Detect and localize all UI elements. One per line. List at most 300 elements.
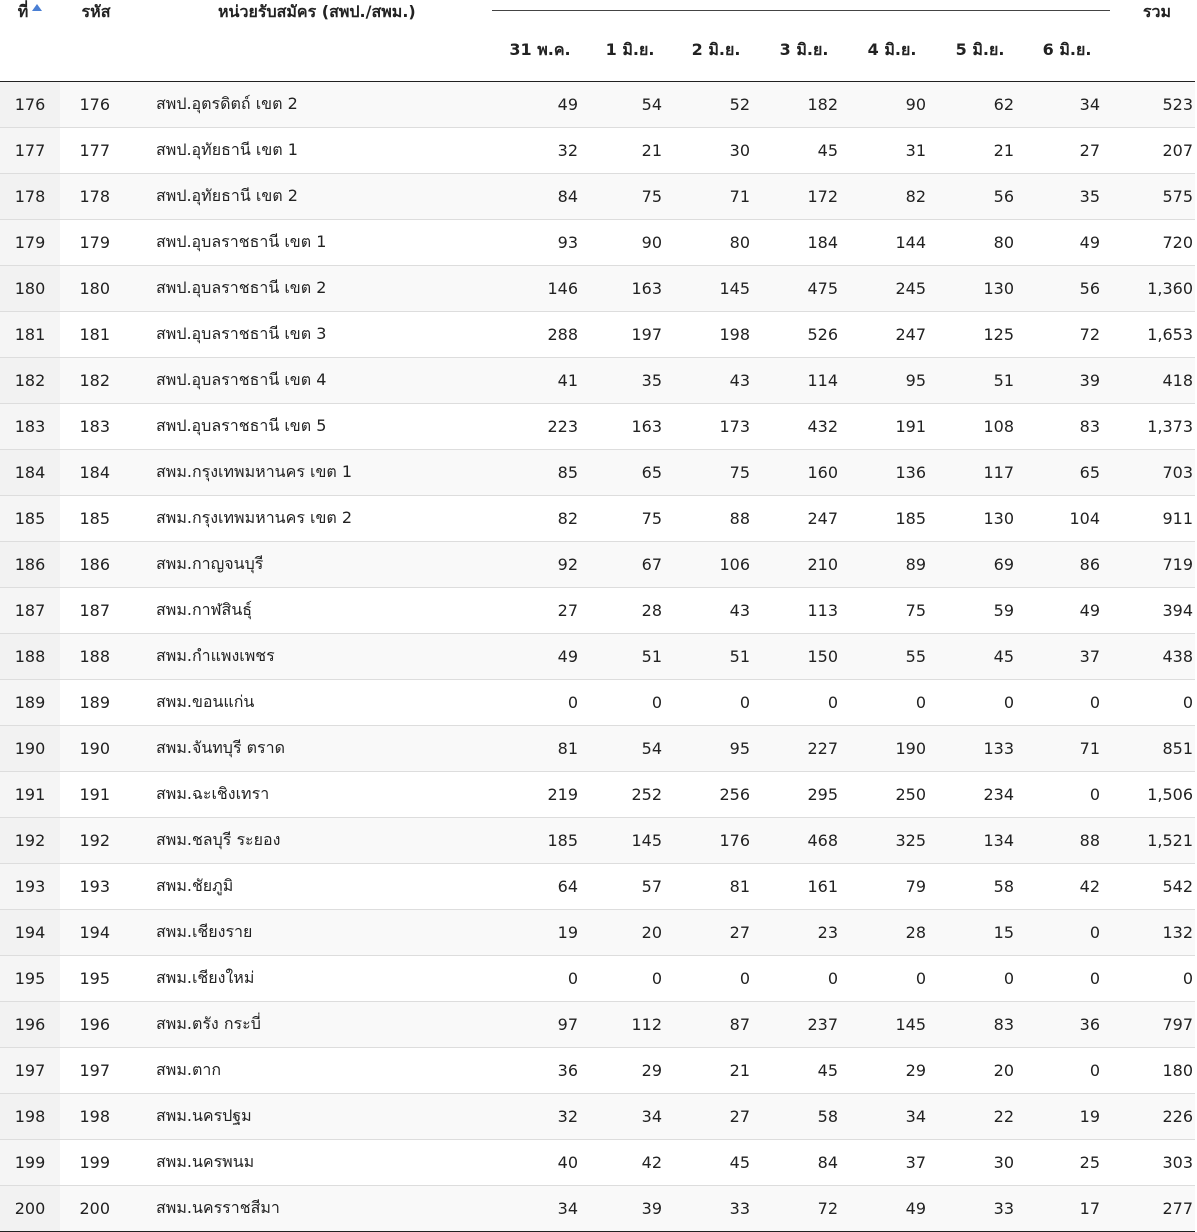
cell-date-4: 79 <box>848 864 936 910</box>
cell-date-2: 173 <box>672 404 760 450</box>
cell-code: 195 <box>60 956 132 1002</box>
cell-date-4: 29 <box>848 1048 936 1094</box>
cell-date-0: 34 <box>492 1186 588 1232</box>
cell-date-0: 49 <box>492 82 588 128</box>
cell-code: 176 <box>60 82 132 128</box>
table-row <box>0 266 1195 312</box>
table-row <box>0 910 1195 956</box>
cell-code: 183 <box>60 404 132 450</box>
cell-index: 182 <box>0 358 60 404</box>
table-row <box>0 1048 1195 1094</box>
cell-date-4: 34 <box>848 1094 936 1140</box>
cell-date-2: 45 <box>672 1140 760 1186</box>
cell-code: 184 <box>60 450 132 496</box>
cell-date-1: 163 <box>588 266 672 312</box>
cell-date-3: 58 <box>760 1094 848 1140</box>
cell-date-2: 52 <box>672 82 760 128</box>
cell-date-0: 36 <box>492 1048 588 1094</box>
cell-date-1: 51 <box>588 634 672 680</box>
cell-date-6: 72 <box>1024 312 1110 358</box>
cell-code: 177 <box>60 128 132 174</box>
cell-date-6: 34 <box>1024 82 1110 128</box>
cell-date-2: 88 <box>672 496 760 542</box>
cell-date-0: 32 <box>492 1094 588 1140</box>
cell-date-1: 67 <box>588 542 672 588</box>
cell-date-6: 71 <box>1024 726 1110 772</box>
cell-date-1: 75 <box>588 174 672 220</box>
cell-unit-name: สพป.อุตรดิตถ์ เขต 2 <box>132 82 492 128</box>
cell-unit-name: สพม.กรุงเทพมหานคร เขต 1 <box>132 450 492 496</box>
cell-date-3: 468 <box>760 818 848 864</box>
cell-date-2: 51 <box>672 634 760 680</box>
cell-date-4: 55 <box>848 634 936 680</box>
cell-unit-name: สพม.เชียงราย <box>132 910 492 956</box>
cell-unit-name: สพม.กำแพงเพชร <box>132 634 492 680</box>
cell-date-1: 112 <box>588 1002 672 1048</box>
cell-index: 183 <box>0 404 60 450</box>
cell-index: 178 <box>0 174 60 220</box>
cell-date-2: 106 <box>672 542 760 588</box>
cell-total: 1,506 <box>1110 772 1195 818</box>
cell-unit-name: สพป.อุทัยธานี เขต 1 <box>132 128 492 174</box>
cell-date-1: 29 <box>588 1048 672 1094</box>
cell-total: 418 <box>1110 358 1195 404</box>
cell-date-1: 57 <box>588 864 672 910</box>
table-row <box>0 1094 1195 1140</box>
cell-date-1: 252 <box>588 772 672 818</box>
cell-code: 192 <box>60 818 132 864</box>
table-body <box>0 82 1195 1232</box>
cell-date-4: 190 <box>848 726 936 772</box>
cell-index: 181 <box>0 312 60 358</box>
cell-date-5: 21 <box>936 128 1024 174</box>
cell-unit-name: สพม.ชัยภูมิ <box>132 864 492 910</box>
column-header-total-label: รวม <box>1142 2 1171 21</box>
cell-date-1: 54 <box>588 82 672 128</box>
cell-date-0: 146 <box>492 266 588 312</box>
cell-index: 191 <box>0 772 60 818</box>
cell-code: 188 <box>60 634 132 680</box>
cell-code: 178 <box>60 174 132 220</box>
cell-index: 196 <box>0 1002 60 1048</box>
column-header-index[interactable] <box>0 0 60 82</box>
cell-date-4: 250 <box>848 772 936 818</box>
cell-date-2: 145 <box>672 266 760 312</box>
cell-unit-name: สพม.เชียงใหม่ <box>132 956 492 1002</box>
cell-date-6: 0 <box>1024 680 1110 726</box>
cell-date-2: 80 <box>672 220 760 266</box>
cell-date-2: 95 <box>672 726 760 772</box>
cell-date-0: 41 <box>492 358 588 404</box>
cell-date-2: 30 <box>672 128 760 174</box>
table-row <box>0 358 1195 404</box>
cell-date-1: 90 <box>588 220 672 266</box>
cell-code: 200 <box>60 1186 132 1232</box>
column-header-date-label: 1 มิ.ย. <box>605 40 655 59</box>
column-header-date-0[interactable] <box>492 24 588 82</box>
table-row <box>0 220 1195 266</box>
cell-date-6: 36 <box>1024 1002 1110 1048</box>
cell-code: 180 <box>60 266 132 312</box>
cell-code: 194 <box>60 910 132 956</box>
cell-date-4: 82 <box>848 174 936 220</box>
cell-date-2: 198 <box>672 312 760 358</box>
cell-date-5: 234 <box>936 772 1024 818</box>
cell-date-2: 71 <box>672 174 760 220</box>
table-row <box>0 496 1195 542</box>
cell-unit-name: สพม.นครราชสีมา <box>132 1186 492 1232</box>
cell-date-3: 475 <box>760 266 848 312</box>
cell-unit-name: สพป.อุบลราชธานี เขต 1 <box>132 220 492 266</box>
cell-date-4: 75 <box>848 588 936 634</box>
cell-date-6: 49 <box>1024 220 1110 266</box>
cell-unit-name: สพม.ตรัง กระบี่ <box>132 1002 492 1048</box>
table-row <box>0 726 1195 772</box>
column-header-code-label: รหัส <box>81 2 111 21</box>
column-header-date-label: 6 มิ.ย. <box>1042 40 1092 59</box>
table-row <box>0 450 1195 496</box>
column-header-date-2[interactable] <box>672 24 760 82</box>
cell-code: 193 <box>60 864 132 910</box>
cell-date-0: 40 <box>492 1140 588 1186</box>
cell-total: 1,521 <box>1110 818 1195 864</box>
cell-total: 720 <box>1110 220 1195 266</box>
table-row <box>0 1140 1195 1186</box>
cell-date-4: 90 <box>848 82 936 128</box>
cell-date-3: 210 <box>760 542 848 588</box>
cell-date-5: 33 <box>936 1186 1024 1232</box>
cell-total: 207 <box>1110 128 1195 174</box>
cell-total: 0 <box>1110 956 1195 1002</box>
cell-date-6: 35 <box>1024 174 1110 220</box>
cell-date-2: 27 <box>672 1094 760 1140</box>
column-header-date-label: 2 มิ.ย. <box>691 40 741 59</box>
cell-total: 1,653 <box>1110 312 1195 358</box>
cell-date-2: 81 <box>672 864 760 910</box>
cell-date-0: 185 <box>492 818 588 864</box>
table-row <box>0 588 1195 634</box>
column-header-date-1[interactable] <box>588 24 672 82</box>
column-header-date-label: 4 มิ.ย. <box>867 40 917 59</box>
cell-date-3: 113 <box>760 588 848 634</box>
cell-date-2: 256 <box>672 772 760 818</box>
sort-up-icon[interactable] <box>32 4 42 11</box>
cell-date-6: 56 <box>1024 266 1110 312</box>
cell-date-5: 62 <box>936 82 1024 128</box>
cell-date-5: 133 <box>936 726 1024 772</box>
cell-unit-name: สพม.กรุงเทพมหานคร เขต 2 <box>132 496 492 542</box>
cell-date-2: 43 <box>672 358 760 404</box>
cell-date-1: 0 <box>588 680 672 726</box>
cell-index: 193 <box>0 864 60 910</box>
cell-date-5: 125 <box>936 312 1024 358</box>
cell-date-5: 80 <box>936 220 1024 266</box>
cell-code: 185 <box>60 496 132 542</box>
cell-date-3: 114 <box>760 358 848 404</box>
cell-total: 226 <box>1110 1094 1195 1140</box>
cell-date-6: 88 <box>1024 818 1110 864</box>
cell-date-6: 0 <box>1024 910 1110 956</box>
cell-date-6: 83 <box>1024 404 1110 450</box>
cell-date-3: 72 <box>760 1186 848 1232</box>
cell-unit-name: สพป.อุบลราชธานี เขต 5 <box>132 404 492 450</box>
cell-date-4: 95 <box>848 358 936 404</box>
cell-date-4: 144 <box>848 220 936 266</box>
cell-date-3: 45 <box>760 128 848 174</box>
table-row <box>0 1002 1195 1048</box>
cell-date-6: 65 <box>1024 450 1110 496</box>
cell-unit-name: สพม.กาญจนบุรี <box>132 542 492 588</box>
cell-date-3: 526 <box>760 312 848 358</box>
cell-total: 438 <box>1110 634 1195 680</box>
cell-date-2: 176 <box>672 818 760 864</box>
table-row <box>0 680 1195 726</box>
cell-date-3: 160 <box>760 450 848 496</box>
cell-date-1: 20 <box>588 910 672 956</box>
cell-index: 199 <box>0 1140 60 1186</box>
cell-code: 189 <box>60 680 132 726</box>
cell-date-3: 295 <box>760 772 848 818</box>
cell-total: 523 <box>1110 82 1195 128</box>
table-row <box>0 1186 1195 1232</box>
cell-date-4: 245 <box>848 266 936 312</box>
cell-date-3: 161 <box>760 864 848 910</box>
cell-date-1: 75 <box>588 496 672 542</box>
cell-index: 185 <box>0 496 60 542</box>
cell-index: 197 <box>0 1048 60 1094</box>
cell-date-5: 117 <box>936 450 1024 496</box>
cell-date-0: 19 <box>492 910 588 956</box>
cell-date-6: 0 <box>1024 772 1110 818</box>
column-header-date-4[interactable] <box>848 24 936 82</box>
cell-total: 719 <box>1110 542 1195 588</box>
cell-date-2: 27 <box>672 910 760 956</box>
cell-code: 182 <box>60 358 132 404</box>
cell-date-5: 0 <box>936 680 1024 726</box>
cell-date-1: 0 <box>588 956 672 1002</box>
cell-unit-name: สพป.อุบลราชธานี เขต 4 <box>132 358 492 404</box>
cell-date-2: 0 <box>672 680 760 726</box>
cell-total: 1,373 <box>1110 404 1195 450</box>
cell-date-5: 15 <box>936 910 1024 956</box>
cell-date-5: 45 <box>936 634 1024 680</box>
cell-date-4: 247 <box>848 312 936 358</box>
cell-date-2: 21 <box>672 1048 760 1094</box>
cell-index: 198 <box>0 1094 60 1140</box>
table-row <box>0 634 1195 680</box>
cell-date-1: 163 <box>588 404 672 450</box>
cell-index: 176 <box>0 82 60 128</box>
cell-date-6: 104 <box>1024 496 1110 542</box>
cell-date-5: 130 <box>936 496 1024 542</box>
cell-date-5: 20 <box>936 1048 1024 1094</box>
column-header-date-6[interactable] <box>1024 24 1110 82</box>
cell-index: 188 <box>0 634 60 680</box>
cell-date-0: 84 <box>492 174 588 220</box>
cell-date-0: 223 <box>492 404 588 450</box>
cell-index: 194 <box>0 910 60 956</box>
cell-date-0: 0 <box>492 680 588 726</box>
cell-code: 199 <box>60 1140 132 1186</box>
cell-index: 190 <box>0 726 60 772</box>
column-header-date-label: 3 มิ.ย. <box>779 40 829 59</box>
cell-date-0: 82 <box>492 496 588 542</box>
cell-index: 189 <box>0 680 60 726</box>
cell-date-6: 49 <box>1024 588 1110 634</box>
cell-date-3: 184 <box>760 220 848 266</box>
table-row <box>0 864 1195 910</box>
cell-date-1: 197 <box>588 312 672 358</box>
column-header-date-3[interactable] <box>760 24 848 82</box>
table-row <box>0 128 1195 174</box>
cell-code: 179 <box>60 220 132 266</box>
table-row <box>0 404 1195 450</box>
cell-date-5: 108 <box>936 404 1024 450</box>
cell-date-0: 81 <box>492 726 588 772</box>
cell-date-1: 28 <box>588 588 672 634</box>
cell-date-4: 28 <box>848 910 936 956</box>
cell-index: 180 <box>0 266 60 312</box>
cell-date-1: 35 <box>588 358 672 404</box>
cell-date-3: 237 <box>760 1002 848 1048</box>
cell-index: 195 <box>0 956 60 1002</box>
cell-date-0: 64 <box>492 864 588 910</box>
cell-date-4: 89 <box>848 542 936 588</box>
cell-unit-name: สพม.ตาก <box>132 1048 492 1094</box>
cell-date-6: 37 <box>1024 634 1110 680</box>
cell-date-3: 84 <box>760 1140 848 1186</box>
cell-date-0: 0 <box>492 956 588 1002</box>
cell-unit-name: สพป.อุบลราชธานี เขต 3 <box>132 312 492 358</box>
cell-total: 542 <box>1110 864 1195 910</box>
cell-date-6: 42 <box>1024 864 1110 910</box>
cell-index: 179 <box>0 220 60 266</box>
cell-date-5: 30 <box>936 1140 1024 1186</box>
cell-total: 277 <box>1110 1186 1195 1232</box>
cell-date-5: 22 <box>936 1094 1024 1140</box>
cell-code: 196 <box>60 1002 132 1048</box>
cell-date-0: 92 <box>492 542 588 588</box>
table-row <box>0 772 1195 818</box>
cell-date-0: 219 <box>492 772 588 818</box>
cell-unit-name: สพม.ขอนแก่น <box>132 680 492 726</box>
cell-date-1: 54 <box>588 726 672 772</box>
cell-date-6: 17 <box>1024 1186 1110 1232</box>
cell-date-1: 34 <box>588 1094 672 1140</box>
cell-date-0: 288 <box>492 312 588 358</box>
cell-date-0: 97 <box>492 1002 588 1048</box>
cell-date-4: 325 <box>848 818 936 864</box>
cell-date-2: 75 <box>672 450 760 496</box>
cell-date-4: 37 <box>848 1140 936 1186</box>
table-row <box>0 956 1195 1002</box>
cell-unit-name: สพม.ฉะเชิงเทรา <box>132 772 492 818</box>
cell-date-4: 145 <box>848 1002 936 1048</box>
cell-date-0: 49 <box>492 634 588 680</box>
cell-date-5: 58 <box>936 864 1024 910</box>
cell-unit-name: สพม.กาฬสินธุ์ <box>132 588 492 634</box>
cell-code: 191 <box>60 772 132 818</box>
cell-date-6: 39 <box>1024 358 1110 404</box>
cell-total: 303 <box>1110 1140 1195 1186</box>
column-header-code[interactable] <box>60 0 132 82</box>
cell-total: 703 <box>1110 450 1195 496</box>
cell-date-0: 85 <box>492 450 588 496</box>
cell-date-6: 25 <box>1024 1140 1110 1186</box>
table-row <box>0 174 1195 220</box>
cell-date-3: 0 <box>760 680 848 726</box>
cell-date-2: 43 <box>672 588 760 634</box>
cell-date-5: 0 <box>936 956 1024 1002</box>
date-group-header <box>492 0 1110 24</box>
cell-date-1: 42 <box>588 1140 672 1186</box>
cell-total: 180 <box>1110 1048 1195 1094</box>
cell-date-4: 0 <box>848 956 936 1002</box>
cell-date-3: 182 <box>760 82 848 128</box>
column-header-date-label: 5 มิ.ย. <box>955 40 1005 59</box>
cell-code: 181 <box>60 312 132 358</box>
column-header-unit[interactable] <box>132 0 492 82</box>
cell-date-5: 51 <box>936 358 1024 404</box>
cell-total: 394 <box>1110 588 1195 634</box>
cell-date-2: 87 <box>672 1002 760 1048</box>
cell-code: 197 <box>60 1048 132 1094</box>
table-row <box>0 312 1195 358</box>
table-row <box>0 818 1195 864</box>
column-header-date-5[interactable] <box>936 24 1024 82</box>
cell-index: 192 <box>0 818 60 864</box>
cell-code: 198 <box>60 1094 132 1140</box>
cell-date-3: 247 <box>760 496 848 542</box>
cell-date-3: 150 <box>760 634 848 680</box>
cell-date-3: 432 <box>760 404 848 450</box>
cell-date-6: 0 <box>1024 956 1110 1002</box>
table-row <box>0 542 1195 588</box>
cell-date-5: 83 <box>936 1002 1024 1048</box>
cell-date-1: 21 <box>588 128 672 174</box>
cell-date-5: 56 <box>936 174 1024 220</box>
cell-unit-name: สพป.อุทัยธานี เขต 2 <box>132 174 492 220</box>
column-header-date-label: 31 พ.ค. <box>509 40 571 59</box>
cell-total: 1,360 <box>1110 266 1195 312</box>
cell-total: 0 <box>1110 680 1195 726</box>
column-header-total[interactable] <box>1110 0 1195 82</box>
cell-date-2: 0 <box>672 956 760 1002</box>
cell-date-5: 130 <box>936 266 1024 312</box>
cell-date-4: 191 <box>848 404 936 450</box>
cell-date-6: 0 <box>1024 1048 1110 1094</box>
cell-index: 184 <box>0 450 60 496</box>
cell-date-0: 93 <box>492 220 588 266</box>
cell-date-5: 134 <box>936 818 1024 864</box>
cell-total: 851 <box>1110 726 1195 772</box>
cell-index: 187 <box>0 588 60 634</box>
cell-date-3: 0 <box>760 956 848 1002</box>
cell-index: 186 <box>0 542 60 588</box>
cell-date-6: 27 <box>1024 128 1110 174</box>
cell-date-2: 33 <box>672 1186 760 1232</box>
cell-unit-name: สพม.ชลบุรี ระยอง <box>132 818 492 864</box>
cell-unit-name: สพม.นครพนม <box>132 1140 492 1186</box>
cell-date-4: 0 <box>848 680 936 726</box>
cell-unit-name: สพป.อุบลราชธานี เขต 2 <box>132 266 492 312</box>
cell-index: 200 <box>0 1186 60 1232</box>
cell-total: 132 <box>1110 910 1195 956</box>
column-header-unit-label: หน่วยรับสมัคร (สพป./สพม.) <box>218 2 416 21</box>
cell-date-5: 69 <box>936 542 1024 588</box>
table-header <box>0 0 1195 82</box>
cell-date-4: 136 <box>848 450 936 496</box>
